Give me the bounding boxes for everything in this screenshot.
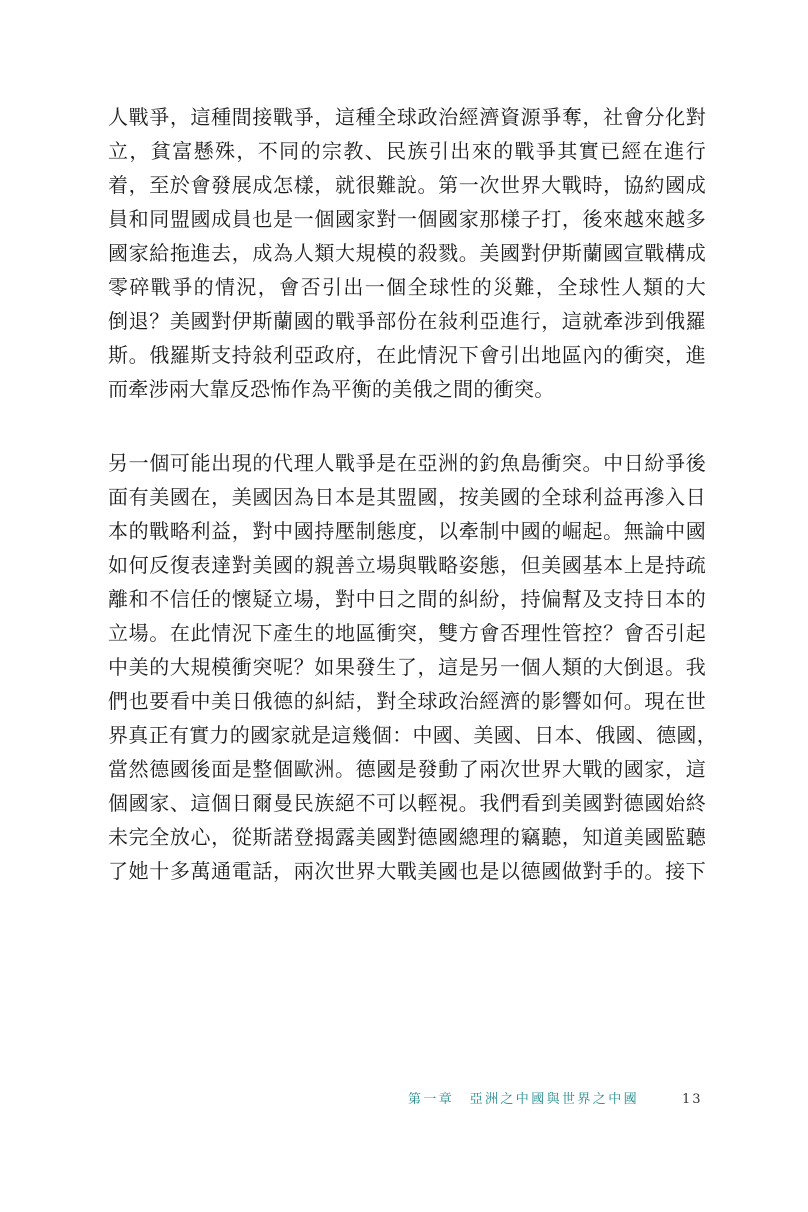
text-line: 個國家、這個日爾曼民族絕不可以輕視。我們看到美國對德國始終 bbox=[108, 791, 706, 815]
page-number: 13 bbox=[682, 1092, 703, 1107]
body-text bbox=[108, 100, 717, 888]
text-line: 界真正有實力的國家就是這幾個：中國、美國、日本、俄國、德國， bbox=[108, 723, 717, 747]
text-line: 斯。俄羅斯支持敍利亞政府，在此情況下會引出地區內的衝突，進 bbox=[108, 343, 706, 367]
text-line: 立場。在此情況下產生的地區衝突，雙方會否理性管控？會否引起 bbox=[108, 621, 706, 645]
text-line: 們也要看中美日俄德的糾結，對全球政治經濟的影響如何。現在世 bbox=[108, 689, 706, 713]
text-line: 未完全放心，從斯諾登揭露美國對德國總理的竊聽，知道美國監聽 bbox=[108, 825, 706, 849]
running-head: 第一章 亞洲之中國與世界之中國 bbox=[408, 1092, 640, 1107]
paragraph-2 bbox=[108, 446, 717, 888]
text-line: 立，貧富懸殊，不同的宗教、民族引出來的戰爭其實已經在進行 bbox=[108, 139, 706, 163]
page-footer bbox=[0, 1090, 808, 1110]
text-line: 而牽涉兩大靠反恐怖作為平衡的美俄之間的衝突。 bbox=[108, 377, 555, 401]
text-line: 本的戰略利益，對中國持壓制態度，以牽制中國的崛起。無論中國 bbox=[108, 519, 706, 543]
text-line: 另一個可能出現的代理人戰爭是在亞洲的釣魚島衝突。中日紛爭後 bbox=[108, 451, 706, 475]
paragraph-1 bbox=[108, 100, 706, 406]
text-line: 人戰爭，這種間接戰爭，這種全球政治經濟資源爭奪，社會分化對 bbox=[108, 105, 706, 129]
text-line: 面有美國在，美國因為日本是其盟國，按美國的全球利益再滲入日 bbox=[108, 485, 706, 509]
paragraph-spacer bbox=[108, 406, 706, 446]
text-line: 倒退？美國對伊斯蘭國的戰爭部份在敍利亞進行，這就牽涉到俄羅 bbox=[108, 309, 706, 333]
text-line: 了她十多萬通電話，兩次世界大戰美國也是以德國做對手的。接下 bbox=[108, 859, 706, 883]
text-line: 國家給拖進去，成為人類大規模的殺戮。美國對伊斯蘭國宣戰構成 bbox=[108, 241, 706, 265]
text-line: 如何反復表達對美國的親善立場與戰略姿態，但美國基本上是持疏 bbox=[108, 553, 706, 577]
text-line: 零碎戰爭的情況，會否引出一個全球性的災難，全球性人類的大 bbox=[108, 275, 706, 299]
text-line: 員和同盟國成員也是一個國家對一個國家那樣子打，後來越來越多 bbox=[108, 207, 706, 231]
text-line: 當然德國後面是整個歐洲。德國是發動了兩次世界大戰的國家，這 bbox=[108, 757, 706, 781]
text-line: 着，至於會發展成怎樣，就很難說。第一次世界大戰時，協約國成 bbox=[108, 173, 706, 197]
text-line: 中美的大規模衝突呢？如果發生了，這是另一個人類的大倒退。我 bbox=[108, 655, 706, 679]
text-line: 離和不信任的懷疑立場，對中日之間的糾紛，持偏幫及支持日本的 bbox=[108, 587, 706, 611]
